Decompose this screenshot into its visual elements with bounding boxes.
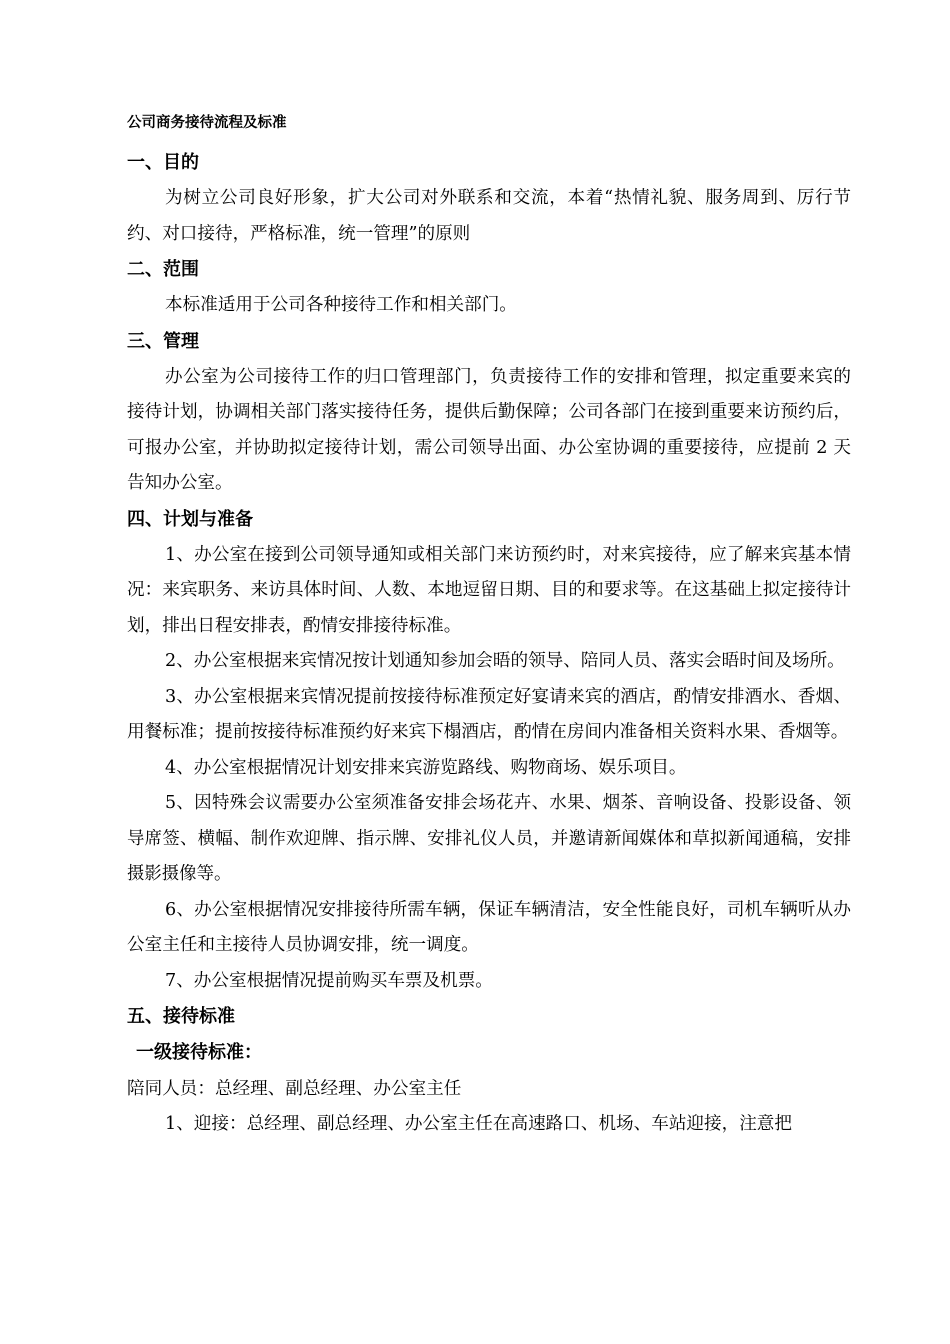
section-scope xyxy=(127,252,851,324)
section-heading: 五、接待标准 xyxy=(127,1006,235,1027)
section-standard xyxy=(127,999,851,1143)
paragraph: 为树立公司良好形象，扩大公司对外联系和交流，本着“热情礼貌、服务周到、厉行节约、对口接待，严格标准，统一管理”的原则 xyxy=(127,188,851,244)
section-heading: 一、目的 xyxy=(127,152,199,173)
list-item: 4、办公室根据情况计划安排来宾游览路线、购物商场、娱乐项目。 xyxy=(165,757,687,778)
subsection-heading: 一级接待标准： xyxy=(136,1042,262,1063)
list-item: 3、办公室根据来宾情况提前按接待标准预定好宴请来宾的酒店，酌情安排酒水、香烟、用餐标准；提前按接待标准预约好来宾下榻酒店，酌情在房间内准备相关资料水果、香烟等。 xyxy=(127,686,851,742)
document-title: 公司商务接待流程及标准 xyxy=(127,114,287,131)
document-body xyxy=(127,145,851,1143)
section-management xyxy=(127,324,851,502)
section-purpose xyxy=(127,145,851,252)
section-plan xyxy=(127,502,851,1000)
paragraph: 办公室为公司接待工作的归口管理部门，负责接待工作的安排和管理，拟定重要来宾的接待计划，协调相关部门落实接待任务，提供后勤保障；公司各部门在接到重要来访预约后，可报办公室，并协助拟定接待计划，需公司领导出面、办公室协调的重要接待，应提前 2 天告知办公室。 xyxy=(127,366,851,493)
companions-line: 陪同人员：总经理、副总经理、办公室主任 xyxy=(127,1079,462,1099)
list-item: 5、因特殊会议需要办公室须准备安排会场花卉、水果、烟茶、音响设备、投影设备、领导席签、横幅、制作欢迎牌、指示牌、安排礼仪人员，并邀请新闻媒体和草拟新闻通稿，安排摄影摄像等。 xyxy=(127,793,851,884)
list-item: 2、办公室根据来宾情况按计划通知参加会晤的领导、陪同人员、落实会晤时间及场所。 xyxy=(165,651,845,671)
section-heading: 四、计划与准备 xyxy=(127,508,253,530)
section-heading: 二、范围 xyxy=(127,259,199,280)
list-item: 7、办公室根据情况提前购买车票及机票。 xyxy=(165,970,493,991)
section-heading: 三、管理 xyxy=(127,330,199,352)
list-item: 1、迎接：总经理、副总经理、办公室主任在高速路口、机场、车站迎接，注意把 xyxy=(165,1114,792,1134)
list-item: 6、办公室根据情况安排接待所需车辆，保证车辆清洁，安全性能良好，司机车辆听从办公室主任和主接待人员协调安排，统一调度。 xyxy=(127,899,851,955)
list-item: 1、办公室在接到公司领导通知或相关部门来访预约时，对来宾接待，应了解来宾基本情况：来宾职务、来访具体时间、人数、本地逗留日期、目的和要求等。在这基础上拟定接待计划，排出日程安排表，酌情安排接待标准。 xyxy=(127,544,851,636)
paragraph: 本标准适用于公司各种接待工作和相关部门。 xyxy=(165,295,517,315)
